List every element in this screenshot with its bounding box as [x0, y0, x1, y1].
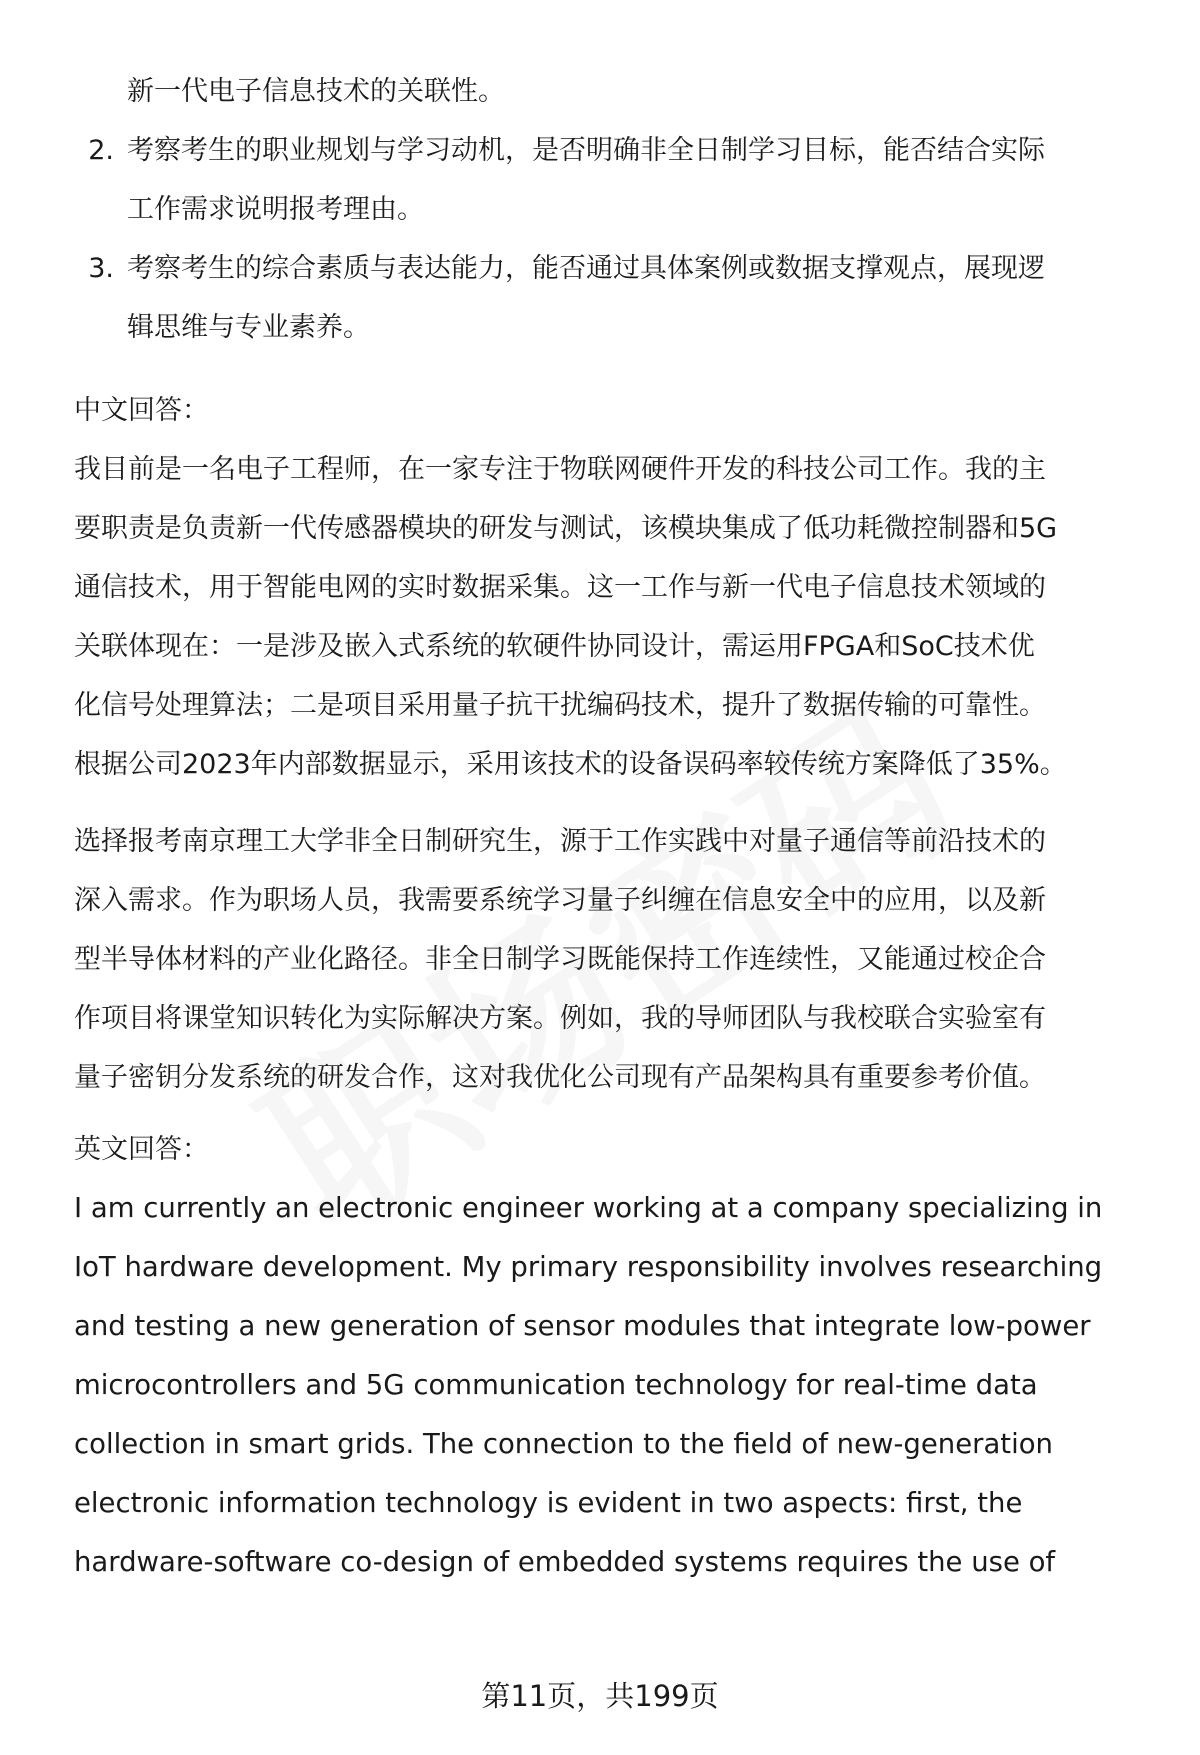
list-item-text: 工作需求说明报考理由。: [127, 194, 424, 225]
paragraph-line: 关联体现在：一是涉及嵌入式系统的软硬件协同设计，需运用FPGA和SoC技术优: [74, 631, 1035, 662]
paragraph-line: 深入需求。作为职场人员，我需要系统学习量子纠缠在信息安全中的应用，以及新: [74, 885, 1046, 916]
paragraph-line: electronic information technology is evident in two aspects: first, the: [74, 1487, 1023, 1519]
list-number: 2.: [88, 135, 114, 166]
list-item-2: [74, 121, 1154, 239]
list-number: 3.: [88, 253, 114, 284]
paragraph-line: 我目前是一名电子工程师，在一家专注于物联网硬件开发的科技公司工作。我的主: [74, 454, 1046, 485]
paragraph-line: and testing a new generation of sensor modules that integrate low-power: [74, 1310, 1091, 1342]
paragraph-line: IoT hardware development. My primary responsibility involves researching: [74, 1251, 1103, 1283]
paragraph-line: 化信号处理算法；二是项目采用量子抗干扰编码技术，提升了数据传输的可靠性。: [74, 690, 1046, 721]
paragraph-line: 选择报考南京理工大学非全日制研究生，源于工作实践中对量子通信等前沿技术的: [74, 826, 1046, 857]
paragraph-line: 作项目将课堂知识转化为实际解决方案。例如，我的导师团队与我校联合实验室有: [74, 1003, 1046, 1034]
paragraph-line: 量子密钥分发系统的研发合作，这对我优化公司现有产品架构具有重要参考价值。: [74, 1062, 1046, 1093]
paragraph-line: microcontrollers and 5G communication technology for real-time data: [74, 1369, 1038, 1401]
chinese-answer-paragraph-2: [74, 812, 1154, 1107]
list-item-3: [74, 239, 1154, 357]
list-item-text: 考察考生的职业规划与学习动机，是否明确非全日制学习目标，能否结合实际: [127, 135, 1045, 166]
paragraph-line: 型半导体材料的产业化路径。非全日制学习既能保持工作连续性，又能通过校企合: [74, 944, 1046, 975]
list-item-text: 辑思维与专业素养。: [127, 312, 370, 343]
paragraph-line: I am currently an electronic engineer working at a company specializing in: [74, 1192, 1103, 1224]
paragraph-line: hardware-software co-design of embedded systems requires the use of: [74, 1546, 1056, 1578]
english-answer-paragraph: [74, 1179, 1154, 1592]
list-continuation: 新一代电子信息技术的关联性。: [127, 76, 505, 107]
chinese-answer-paragraph-1: [74, 440, 1154, 794]
list-item-text: 考察考生的综合素质与表达能力，能否通过具体案例或数据支撑观点，展现逻: [127, 253, 1045, 284]
paragraph-line: 要职责是负责新一代传感器模块的研发与测试，该模块集成了低功耗微控制器和5G: [74, 513, 1058, 544]
paragraph-line: 根据公司2023年内部数据显示，采用该技术的设备误码率较传统方案降低了35%。: [74, 749, 1067, 780]
paragraph-line: collection in smart grids. The connection to the field of new-generation: [74, 1428, 1053, 1460]
chinese-answer-label: 中文回答：: [74, 395, 209, 426]
page-number-footer: 第11页，共199页: [481, 1679, 719, 1713]
content: [74, 62, 1154, 1592]
english-answer-label: 英文回答：: [74, 1134, 209, 1165]
paragraph-line: 通信技术，用于智能电网的实时数据采集。这一工作与新一代电子信息技术领域的: [74, 572, 1046, 603]
